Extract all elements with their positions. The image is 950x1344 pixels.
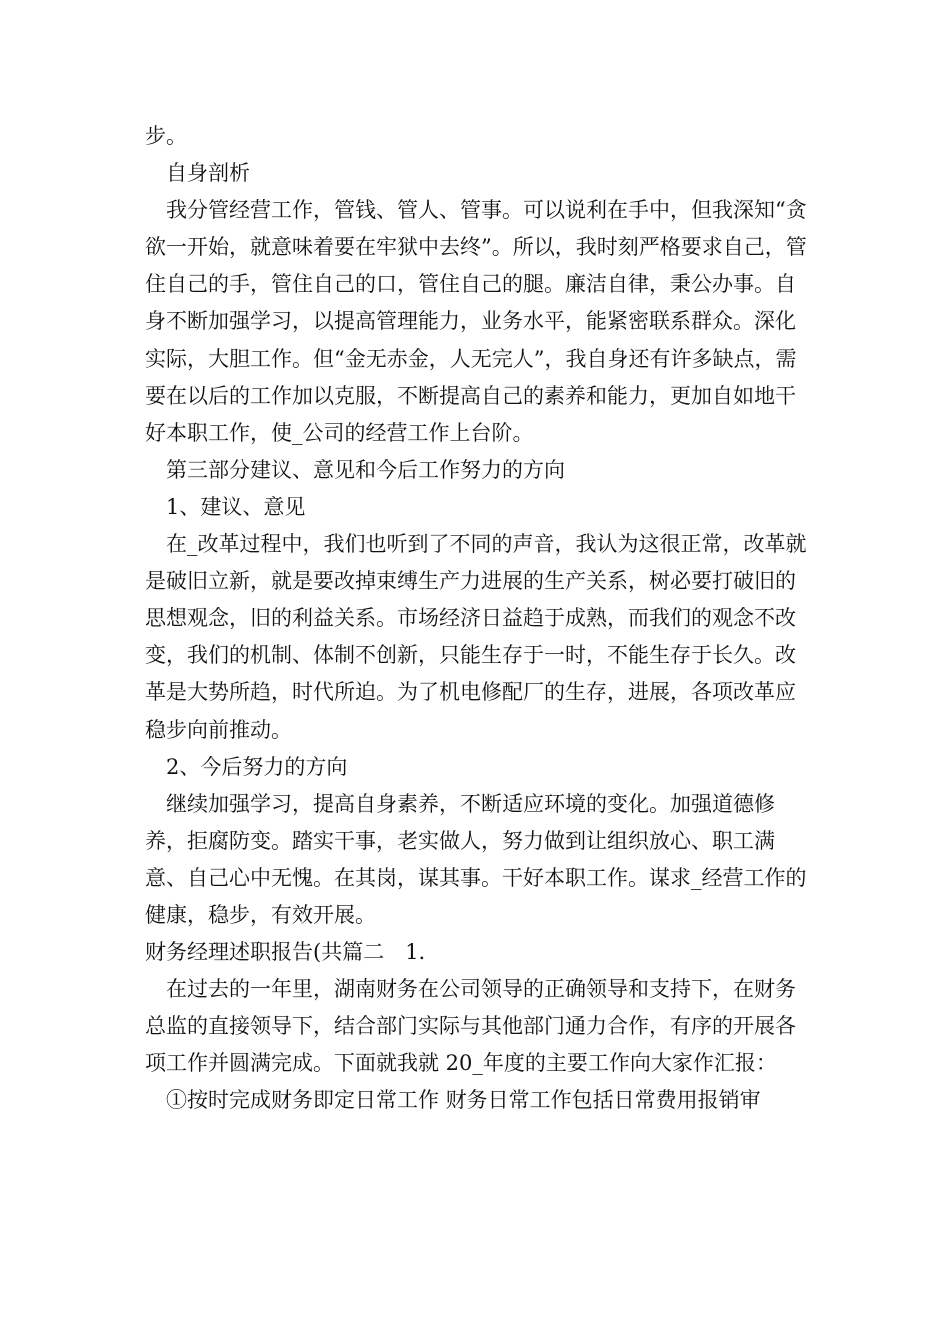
report-title-part-two: 财务经理述职报告(共篇二 1. [145, 940, 426, 965]
section-heading-self-analysis: 自身剖析 [166, 161, 250, 186]
paragraph-continued: 步。 [145, 124, 187, 148]
list-item-daily-work: ①按时完成财务即定日常工作 财务日常工作包括日常费用报销审 [166, 1088, 761, 1113]
paragraph-self-analysis: 我分管经营工作，管钱、管人、管事。可以说利在手中，但我深知“贪欲一开始，就意味着要在牢狱中去终”。所以，我时刻严格要求自己，管住自己的手，管住自己的口，管住自己的腿。廉洁自律，秉公办事。自身不断加强学习，以提高管理能力，业务水平，能紧密联系群众。深化实际，大胆工作。但“金无赤金，人无完人”，我自身还有许多缺点，需要在以后的工作加以克服，不断提高自己的素养和能力，更加自如地干好本职工作，使_公司的经营工作上台阶。 [145, 198, 807, 445]
subheading-suggestions: 1、建议、意见 [166, 494, 306, 519]
section-heading-part-three: 第三部分建议、意见和今后工作努力的方向 [166, 457, 565, 482]
subheading-future-direction: 2、今后努力的方向 [166, 754, 348, 779]
paragraph-suggestions: 在_改革过程中，我们也听到了不同的声音，我认为这很正常，改革就是破旧立新，就是要改掉束缚生产力进展的生产关系，树必要打破旧的思想观念，旧的利益关系。市场经济日益趋于成熟，而我们的观念不改变，我们的机制、体制不创新，只能生存于一时，不能生存于长久。改革是大势所趋，时代所迫。为了机电修配厂的生存，进展，各项改革应稳步向前推动。 [145, 532, 807, 742]
paragraph-annual-summary: 在过去的一年里，湖南财务在公司领导的正确领导和支持下，在财务总监的直接领导下，结合部门实际与其他部门通力合作，有序的开展各项工作并圆满完成。下面就我就 20_年度的主要工作向大家作汇报： [145, 977, 796, 1076]
paragraph-future-direction: 继续加强学习，提高自身素养，不断适应环境的变化。加强道德修养，拒腐防变。踏实干事，老实做人，努力做到让组织放心、职工满意、自己心中无愧。在其岗，谋其事。干好本职工作。谋求_经营工作的健康，稳步，有效开展。 [145, 791, 807, 927]
document-body [145, 118, 807, 1120]
